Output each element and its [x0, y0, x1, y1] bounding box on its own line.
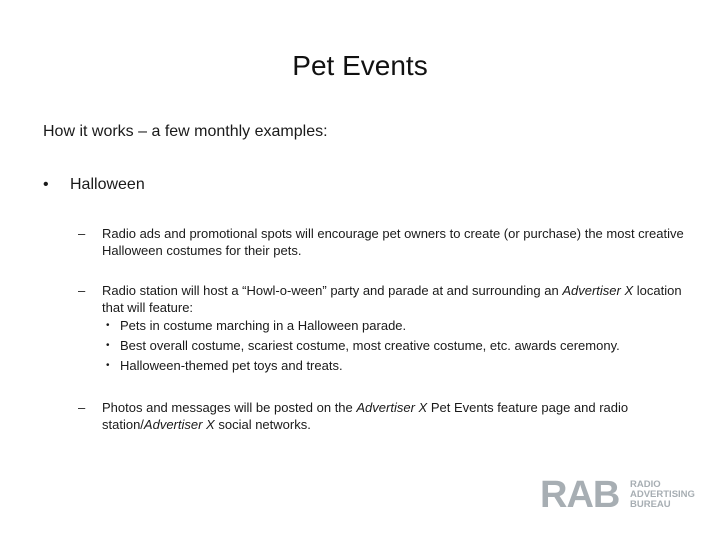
logo-line: RADIO — [630, 479, 661, 490]
sub-item-text: Radio ads and promotional spots will encourage pet owners to create (or purchase) the most creative Halloween costumes for their pets. — [102, 226, 684, 258]
sub-item-radio-ads — [78, 225, 688, 259]
sub-item-photos — [78, 399, 688, 433]
mini-bullet: • — [106, 360, 110, 371]
rab-logo — [540, 474, 700, 516]
advertiser-name: Advertiser X — [562, 283, 634, 298]
slide-title: Pet Events — [292, 50, 428, 81]
list-item — [102, 356, 688, 376]
mini-bullet: • — [106, 340, 110, 351]
intro-text: How it works – a few monthly examples: — [43, 123, 328, 140]
logo-line: BUREAU — [630, 499, 671, 510]
list-item-text: Best overall costume, scariest costume, most creative costume, etc. awards ceremony. — [120, 338, 620, 353]
bullet-marker: • — [43, 176, 49, 193]
text-part: Pet Events feature page and radio station/ — [102, 400, 629, 432]
list-item-text: Halloween-themed pet toys and treats. — [120, 358, 343, 373]
dash-marker: – — [78, 283, 86, 298]
bullet-label: Halloween — [70, 176, 145, 193]
dash-marker: – — [78, 400, 86, 415]
list-item — [102, 336, 688, 356]
sub-item-party — [78, 282, 688, 376]
list-item-text: Pets in costume marching in a Halloween parade. — [120, 318, 407, 333]
logo-mark: RAB — [540, 474, 620, 516]
text-part: Photos and messages will be posted on the — [102, 400, 357, 415]
advertiser-name: Advertiser X — [356, 400, 428, 415]
sub-item-text — [102, 399, 688, 433]
advertiser-name: Advertiser X — [143, 417, 215, 432]
sub-sub-list — [102, 316, 688, 376]
mini-bullet: • — [106, 320, 110, 331]
list-item — [102, 316, 688, 336]
logo-wordmark — [630, 480, 695, 510]
logo-line: ADVERTISING — [630, 489, 695, 500]
sub-item-text — [102, 282, 688, 316]
text-part: location that will feature: — [102, 283, 682, 315]
text-part: Radio station will host a “Howl-o-ween” party and parade at and surrounding an — [102, 283, 563, 298]
text-part: social networks. — [214, 417, 311, 432]
dash-marker: – — [78, 226, 86, 241]
